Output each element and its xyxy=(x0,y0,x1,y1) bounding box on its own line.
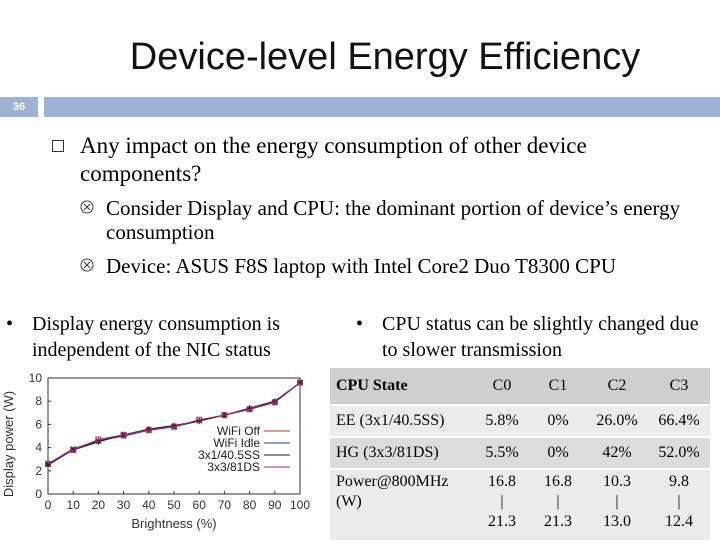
power-value-low: 16.8 xyxy=(544,473,572,490)
y-tick-label: 4 xyxy=(35,440,42,455)
table-cell: 0% xyxy=(530,437,586,469)
x-tick-label: 10 xyxy=(66,498,80,512)
header-rule xyxy=(44,97,720,117)
power-value-high: 21.3 xyxy=(488,513,516,530)
x-axis-label: Brightness (%) xyxy=(131,516,217,531)
table-header-row xyxy=(330,368,710,405)
power-label-bottom: (W) xyxy=(336,493,362,510)
x-tick-label: 100 xyxy=(289,498,311,512)
table-row xyxy=(330,437,710,469)
slide-title: Device-level Energy Efficiency xyxy=(129,36,641,78)
table-row xyxy=(330,405,710,437)
table-header-cell: CPU State xyxy=(330,368,474,405)
x-tick-label: 50 xyxy=(167,498,181,512)
table-cell: 0% xyxy=(530,405,586,437)
power-value-high: 21.3 xyxy=(544,513,572,530)
x-tick-label: 90 xyxy=(268,498,282,512)
sub-bullet-1: Consider Display and CPU: the dominant portion of device’s energy consumption xyxy=(106,196,681,244)
table-cell: 5.5% xyxy=(474,437,530,469)
x-tick-label: 60 xyxy=(192,498,206,512)
x-tick-label: 40 xyxy=(142,498,156,512)
table-cell: 5.8% xyxy=(474,405,530,437)
range-separator: | xyxy=(677,493,681,510)
y-tick-label: 0 xyxy=(35,487,42,501)
slide-header-bar xyxy=(0,97,720,117)
table-cell: EE (3x1/40.5SS) xyxy=(330,405,474,437)
table-cell xyxy=(474,469,530,540)
y-tick-label: 8 xyxy=(35,394,42,409)
legend-label: WiFi Off xyxy=(216,424,260,438)
table-cell xyxy=(330,469,474,540)
power-value-high: 12.4 xyxy=(665,513,693,530)
table-cell xyxy=(586,469,648,540)
x-tick-label: 20 xyxy=(91,498,106,512)
table-cell xyxy=(648,469,710,540)
y-tick-label: 6 xyxy=(35,417,42,432)
power-label-top: Power@800MHz xyxy=(336,473,449,490)
table-cell: HG (3x3/81DS) xyxy=(330,437,474,469)
y-tick-label: 2 xyxy=(35,463,42,478)
y-tick-label: 10 xyxy=(28,371,42,385)
table-cell: 26.0% xyxy=(586,405,648,437)
table-header-cell: C2 xyxy=(586,368,648,405)
range-separator: | xyxy=(615,493,619,510)
power-value-low: 10.3 xyxy=(603,473,631,490)
y-axis-label: Display power (W) xyxy=(1,390,16,498)
table-header-cell: C0 xyxy=(474,368,530,405)
table-cell: 42% xyxy=(586,437,648,469)
table-header-cell: C1 xyxy=(530,368,586,405)
legend-label: WiFi Idle xyxy=(213,436,260,450)
table-row xyxy=(330,469,710,540)
x-tick-label: 80 xyxy=(242,498,257,512)
x-circle-bullet-icon xyxy=(80,200,94,214)
main-bullet: Any impact on the energy consumption of other device components? xyxy=(80,133,587,186)
legend-label: 3x3/81DS xyxy=(207,460,260,474)
cpu-state-table xyxy=(330,368,710,540)
power-value-low: 16.8 xyxy=(488,473,516,490)
x-tick-label: 30 xyxy=(116,498,131,512)
sub-bullet-2: Device: ASUS F8S laptop with Intel Core2 Duo T8300 CPU xyxy=(106,254,617,278)
x-circle-bullet-icon xyxy=(80,258,94,272)
display-power-chart-svg xyxy=(0,370,330,540)
square-bullet-icon xyxy=(52,140,64,152)
table-cell xyxy=(530,469,586,540)
power-value-low: 9.8 xyxy=(669,473,689,490)
range-separator: | xyxy=(500,493,504,510)
slide-number: 36 xyxy=(0,97,38,117)
table-cell: 66.4% xyxy=(648,405,710,437)
display-power-chart xyxy=(0,370,330,540)
dot-bullet-icon: • xyxy=(356,313,364,335)
power-value-high: 13.0 xyxy=(603,513,631,530)
legend-label: 3x1/40.5SS xyxy=(197,448,260,462)
dot-bullet-icon: • xyxy=(6,313,14,335)
table-header-cell: C3 xyxy=(648,368,710,405)
range-separator: | xyxy=(556,493,560,510)
table-cell: 52.0% xyxy=(648,437,710,469)
x-tick-label: 70 xyxy=(217,498,232,512)
x-tick-label: 0 xyxy=(44,498,52,512)
plot-frame xyxy=(48,378,300,494)
